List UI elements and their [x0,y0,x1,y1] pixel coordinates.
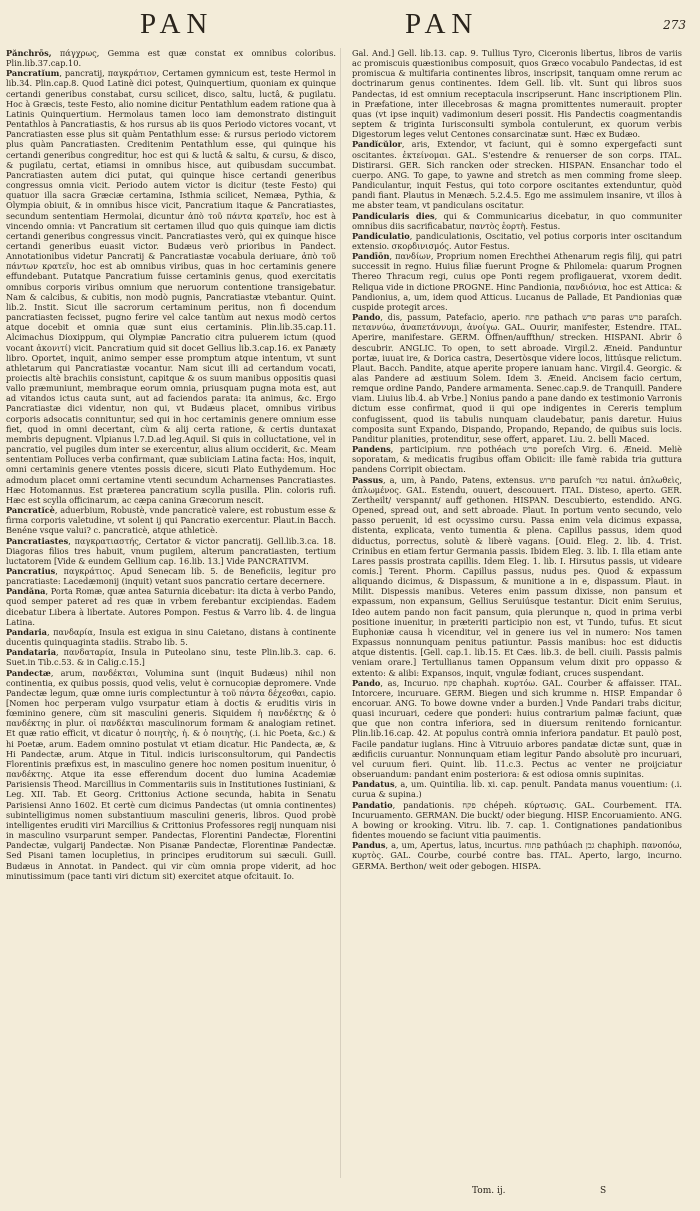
entry-headword: Pandus [352,840,386,851]
dictionary-entry [352,800,682,841]
entry-text: , a, um, à Pando, Patens, extensus. פרוש paruſch נטוי natui. ἀπλωθεὶς, ἁπλωμένος. GAL. Estendu, ouuert, descouuert. ITAL. Disteso, aperto. GER. Zertheilt/ verspannt/ auff gethonen. HISPAN. Descubierto, estendido. ANG. Opened, spread out, and sett abroade. Plaut. In portum vento secundo, velo passo peruenit, id est ocyssimo cursu. Passa enim vela dicimus expassa, distenta, explicata, vento tumentia & plena. Capillus passus, idem quod diductus, porrectus, solutè & liberè vagans. [Ouid. Eleg. 2. lib. 4. Trist. Crinibus en etiam fertur Germania passis. Ibidem Eleg. 3. lib. I. Illa etiam ante Lares passis prostrata capillis. Idem Eleg. 1. lib. I. Hirsutus passis, ut videare comis.] Terent. Phorm. Capillus passus, nudus pes. Quod & expassum aliquando dicimus, & Dispassum, & munitione a in e, dispassum. Plaut. in Milit. Dispessis manibus. Veteres enim passum dixisse, non pansum et expassum, non expansum, Gellius Seruiúsque testantur. Dicit enim Seruius, Ideo autem pando non facit pansum, quia plerunque n, quod in prima verbi positione inuenitur, in præteriti participio non est, vt Tundo, tufus. Et sicut Euphoniæ causa h vicenditur, vel in genere ius vel in numero: Nos tamen Expassus nonnunquam penitus patiuntur. Passis manibus: hoc est diductis atque distentis. [Gell. cap.1. lib.15. Et Cæs. lib.3. de bell. ciuili. Passis palmis veniam orare.] Tertullianus tamen Oppansum velum dixit pro oppasso & extento: & alibi: Expansos, inquit, vngulæ fodiant, cruces suspendant. [352,474,683,678]
dictionary-entry [6,566,336,586]
dictionary-entry [352,779,682,799]
running-head-left: PAN [140,8,214,40]
entry-headword: Pancratius [6,565,56,576]
dictionary-entry [6,536,336,566]
entry-headword: Pando [352,677,381,688]
entry-headword: Pandens [352,444,391,455]
entry-headword: Pandatio [352,799,393,810]
entry-text: , a, um. Quintilia. lib. xi. cap. penult. Pandata manus vouentium: (.i. curua & supina.) [352,779,682,800]
entry-headword: Pandăna [6,586,46,597]
dictionary-entry [6,505,336,535]
entry-headword: Pandectæ [6,667,51,678]
dictionary-entry [352,139,682,210]
right-column [352,48,682,871]
entry-headword: Pandaria [6,626,47,637]
entry-headword: Pando [352,312,381,323]
entry-text: Gal. And.] Gell. lib.13. cap. 9. Tullius Tyro, Ciceronis libertus, libros de variis ac promiscuis quæstionibus composuit, quos Græco vocabulo Pandectas, id est promiscua & multifaria continentes libros, inscripsit, tanquam omne rerum ac doctrinarum genus continentes. Idem Gell. lib. vlt. Sunt qui libros suos Pandectas, id est omnium receptacula inscripserunt. Hanc inscriptionem Plin. in Præfatione, inter illecebrosas & magna promittentes numerauit. propter quas (vt ipse inquit) vadimonium deseri possit. His Pandectis coagmentandis septem & triginta Iurisconsulti symbola contulerunt, ex quorum verbis Digestorum leges velut Centones consarcinatæ sunt. Hæc ex Budæo. [352,48,682,140]
entry-text: , aduerbium, Robustè, vnde pancraticè valere, est robustum esse & firma corporis valetudine, vt solent ij qui Pancratio exercentur. Plaut.in Bacch. Benéne vsque valui? c. pancraticè, atque athleticè. [6,505,336,536]
entry-headword: Pancratĭcè [6,505,55,516]
entry-headword: Passus [352,474,384,485]
dictionary-entry [352,444,682,474]
entry-text: , παγκρατιαστής, Certator & victor pancratij. Gell.lib.3.ca. 18. Diagoras filios tres habuit, vnum pugilem, alterum pancratiasten, tertium luctatorem [Vide & eundem Gellium cap. 16.lib. 13.] Vide PANCRATIVM. [6,535,336,566]
dictionary-entry [352,48,682,139]
entry-text: , qui & Communicarius dicebatur, in quo communiter omnibus diis sacrificabatur, παντὸς ἑορτὴ. Festus. [352,210,682,231]
tome-label: Tom. ij. [472,1186,506,1196]
signature-mark: S [600,1186,607,1196]
entry-headword: Pandataria [6,647,57,658]
entry-headword: Pandĭcŭlor [352,139,402,150]
entry-text: , arum, πανδέκται, Volumina sunt (inquit Budæus) nihil non continentia, ex quibus possis, quod velis, velut è cornucopiæ depromere. Vnde Pandectæ legum, quæ omne iuris complectuntur à τοῦ πάντα δέχεσθαι, capio. [Nomen hoc perperam vulgo vsurpatur etiam à doctis & eruditis viris in fœminino genere, cùm sit masculini generis. Siquidem ἡ πανδέκτης & ὁ πανδέκτης in plur. οἱ πανδέκται masculinorum formam & analogiam retinet. Et quæ ratio efficit, vt dicatur ὁ ποιητὴς, ἡ. & ὁ ποιητὴς, (.i. hic Poeta, &c.) & hi Poetæ, arum. Eadem omnino postulat vt etiam dicatur. Hic Pandecta, æ, & Hi Pandectæ, arum. Atque in Titul. indicis iurisconsultorum, qui Pandectis Florentinis præfixus est, in masculino genere hoc nomen positum inuenitur, ὁ πανδέκτης. Atque ita esse efferendum docent duo lumina Academiæ Parisiensis Theod. Marcillius in Commentariis suis in Institutiones Iustiniani, & Leg. XII. Tab. Et Georg. Crittonius Actione secunda, habita in Senatu Parisiensi Anno 1602. Et certè cum dicimus Pandectas (ut omnia continentes) subintelligimus nomen substantiuum masculini generis, libros. Quod probè intelligentes eruditi viri Marcillius & Crittonius Professores regij nunquam nisi in masculino vsurparunt semper. Pandectas, Florentini Pandectæ, Florentini Pandectæ, vulgarij Pandectæ. Non Pisanæ Pandectæ, Florentinæ Pandectæ. Sed Pisani tamen locupletius, in principes eruditorum sui sæculi. Guill. Budæus in Annotat. in Pandect. qui vir cùm omnia prope viderit, ad hoc minutissimum (pace tanti viri dictum sit) exercitet atque ofcitauit. Io. [6,667,336,881]
entry-text: πάγχρως, Gemma est quæ constat ex omnibus coloribus. Plin.lib.37.cap.10. [6,48,336,69]
dictionary-entry [352,840,682,870]
entry-text: , aris, Extendor, vt faciunt, qui è somno expergefacti sunt oscitantes. ἐκτείνομαι. GAL. S'estendre & renuerser de son corps. ITAL. Distirarsi. GER. Sich rancken oder strecken. HISPAN. Ensanchar todo el cuerpo. ANG. To gape, to yawne and stretch as men comming frome sleep. Pandiculantur, inquit Festus, qui toto corpore oscitantes extenduntur, quòd pandi fiant. Plautus in Menæch. 5.2.4.5. Ego me assimulem insanire, vt illos à me abster team, vt pandiculans oscitatur. [352,139,682,211]
entry-headword: Pandiculatio [352,230,410,241]
left-column [6,48,336,881]
entry-text: , pandiculationis, Oscitatio, vel potius corporis inter oscitandum extensio. σκορδινισμός. Autor Festus. [352,230,682,251]
dictionary-entry [352,211,682,231]
dictionary-entry [352,231,682,251]
entry-text: , pandationis. פקח chépeh. κύρτωσις. GAL. Courbement. ITA. Incuruamento. GERMAN. Die buckt/ oder biegung. HISP. Encoruamiento. ANG. A bowing or krooking. Vitru. lib. 7. cap. 1. Contignationes pandationibus fidentes mouendo se faciunt vitia pauimentis. [352,799,682,841]
dictionary-entry [6,668,336,881]
entry-headword: Pandīōn [352,251,390,262]
entry-text: , παγκράτιος. Apud Senecam lib. 5. de Beneficiis, legitur pro pancratiaste: Lacedæmonij (inquit) vetant suos pancratio certare decernere. [6,565,336,587]
entry-text: , pancratij, παγκράτιον, Certamen gymnicum est, teste Hermol in lib.34. Plin.cap.8. Quod Latinè dici potest, Quinquertium, quoniam ex quinque certandi generibus constabat, cursu scilicet, disco, saltu, luctâ, & pugilatu. Hoc à Græcis, teste Festo, alio nomine dicitur Pentathlum eadem ratione qua à Latinis Quinquertium. Hermolaus tamen loco iam demonstrato distinguit Pentathlos à Pancratiastis, & hos rursus ab iis quos Periodo victores vocant, vt Pancratiasten esse plus sit quàm Pentathlum esse: & rursus periodo victorem plus quàm Pancratiasten. Creditenim Pentathlum esse, qui quinque his certandi generibus congreditur, hoc est qui & luctâ & saltu, & cursu, & disco, & pugilatu, certat, etiamsi in omnibus hisce, aut quibusdam succumbat. Pancratiasten autem dici putat, qui quinque hisce certandi generibus congressus omnia vicit. Periodo autem victor is dicitur (teste Festo) qui quatuor illa sacra Græciæ certamina, Isthmia scilicet, Nemæa, Pythia, & Olympia obiuit, & in omnibus hisce vicit, Pancratium itaque & Pancratiastes, secundum sententiam Hermolai, dicuntur ἀπὸ τοῦ πάντα κρατεῖν, hoc est à vincendo omnia: vt Pancratium sit certamen illud quo quis quinque iam dictis certandi generibus congressus vincit. Pancratiastes verò, qui ex quinque hisce certandi generibus euasit victor. Budæus verò prioribus in Pandect. Annotationibus videtur Pancratij & Pancratiastæ vocabula deriuare, ἀπὸ τοῦ πάντων κρατεῖν, hoc est ab omnibus viribus, quas in hoc certaminis genere effundebant. Putatque Pancratium fuisse certaminis genus, quod exercitatis omnibus corporis viribus omnium que neruorum contentione transigebatur. Nam & calcibus, & cubitis, non modò pugnis, Pancratiastæ vtebantur. Quint. lib.2. Instit. Sicut ille sacrorum certaminum peritus, non fi docendum pancratiasten fecisset, pugno ferire vel calce tantùm aut nexus modò certos atque docebit et omnia quæ sunt eius certaminis. Plin.lib.35.cap.11. Alcimachus Dioxippum, qui Olympiæ Pancratio citra puluerem ictum (quod vocant ἀκονιτί) vicit. Pancratium quid sit docet Gellius lib.3.cap.16. ex Panæty libro. Oportet, inquit, animo semper esse promptum atque intentum, vt sunt athletarum qui Pancratiastæ vocantur. Nam sicut illi ad certandum vocati, proiectis altè brachiis consistunt, capitque & os suum manibus oppositis quasi vallo præmuniunt, membraque eorum omnia, priusquam pugna mota est, aut ad vitandos ictus cauta sunt, aut ad faciendos parata: ita animus, &c. Ergo Pancratiastæ dici videntur, non qui, vt Budæus placet, omnibus viribus corporis adsocatis connituntur, sed qui in hoc certaminis genere omnium esse fiet, quod in omni decertant, cùm & alij certa ratione, & certis duntaxat membris depugnent. Vlpianus l.7.D.ad leg.Aquil. Si quis in colluctatione, vel in pancratio, vel pugiles dum inter se exercentur, alius alium occiderit, &c. Meam sententiam Polluces verba confirmant, quæ subiiciam Latina facta: Hos, inquit, omni certaminis genere vtentes possis dicere, sicuti Plato Euthydemum. Hoc admodum placet omni certamine vtenti secundum Acharnenses Pancratiastes. Hæc Hotomannus. Est præterea pancratium scylla pusilla. Plin. coloris rufi. Hæc est scylla officinarum, ac cæpa canina Græcorum nescit. [6,68,336,505]
entry-headword: Pancratĭum [6,68,60,79]
entry-headword: Pănchrōs, [6,48,52,58]
dictionary-entry [352,312,682,444]
entry-text: , dis, passum, Patefacio, aperio. פתח pathach פרש paras פרש paraſch. πεταννύω, ἀναπετάννυμι, ἀνοίγω. GAL. Ouurir, manifester, Estendre. ITAL. Aperire, manifestare. GERM. Öffnen/auffthun/ strecken. HISPANI. Abrir ô descubrir. ANGLIC. To open, to sett abroade. Virgil.2. Æneid. Panduntur portæ, iuuat ire, & Dorica castra, Desertòsque videre locos, littúsque relictum. Plaut. Bacch. Pandite, atque aperite propere ianuam hanc. Virgil.4. Georgic. & alas Pandere ad æstiuum Solem. Idem 3. Æneid. Ancisem facio certum, remque ordine Pando, Pandere armamenta. Senec.cap.9. de Tranquill. Pandere viam. Liuius lib.4. ab Vrbe.] Nonius pando a pane dando ex testimonio Varronis dictum esse confirmat, quod ii qui ope indigentes in Cereris templum confugissent, quod iis tabulis nunquam claudebatur, panis daretur. Huius composita sunt Expando, Dispando, Propando, Repando, de quibus suis locis. Panditur planities, protenditur, sese offert, apparet. Liu. 2. belli Maced. [352,312,682,444]
entry-text: , πανδαταρία, Insula in Puteolano sinu, teste Plin.lib.3. cap. 6. Suet.in Tib.c.53. & in Calig.c.15.] [6,647,336,668]
entry-text: , participium. פתח pothéach פרש poreſch Virg. 6. Æneid. Meliè soporatam, & medicatis frugibus offam Obiicit: ille famè rabida tria guttura pandens Corripit obiectam. [352,444,682,475]
entry-headword: Pandatus [352,779,395,790]
running-head-right: PAN [405,8,479,40]
entry-text: , Porta Romæ, quæ antea Saturnia dicebatur: ita dicta à verbo Pando, quod semper pateret ad res quæ in vrbem ferebantur excipiendas. Eadem dicebatur Libera à libertate. Autores Pompon. Festus & Varro lib. 4. de lingua Latina. [6,586,336,627]
entry-text: , πανδαρία, Insula est exigua in sinu Caietano, distans à continente ducentis quinquaginta stadiis. Strabo lib. 5. [6,626,336,648]
dictionary-entry [352,678,682,780]
entry-headword: Pancratiastes [6,535,69,546]
entry-text: , πανδίων, Proprium nomen Erechthei Athenarum regis filij, qui patri successit in regno. Huius filiæ fuerunt Progne & Philomela: quarum Prognen Thereo Thracum regi, cuius ope Ponti regem profligauerat, vxorem dedit. Reliqua vide in dictione PROGNE. Hinc Pandionia, πανδιόνια, hoc est Attica: & Pandionius, a, um, idem quod Atticus. Lucanus de Pallade, Et Pandionias quæ cuspide protegit arces. [352,251,682,312]
column-divider [340,48,341,1178]
entry-text: , a, um, Apertus, latus, incurtus. פתוח pathúach גבן chaphiph. πανοπόω, κυρτὸς. GAL. Courbe, courbé contre bas. ITAL. Aperto, largo, incurno. GERMA. Berthon/ weit oder gebogen. HISPA. [352,840,682,871]
entry-headword: Pandicularis dies [352,210,435,221]
dictionary-entry [6,48,336,68]
entry-text: , as, Incuruo. פקח chaphah. κυρτόω. GAL. Courber & affaisser. ITAL. Intorcere, incuruare. GERM. Biegen und sich krumme n. HISP. Empandar ô encoruar. ANG. To bowe downe vnder a burden.] Vnde Pandari trabs dicitur, quasi incuruari, cedere que ponderi: huius contrarium palmæ faciunt, quæ que que non contra inferiora, sed in diuersum renitendo fornicantur. Plin.lib.16.cap. 42. At populus contrà omnia inferiora pandatur. Et paulò post, Facile pandatur iuglans. Hinc à Vitruuio arbores pandatæ dictæ sunt, quæ in ædificiis curuantur. Nonnunquam etiam legitur Pando absolutè pro incuruari, vel curuum fieri. Quint. lib. 11.c.3. Pectus ac venter ne proijciatur obseruandum: pandant enim posteriora: & est odiosa omnis supinitas. [352,677,682,780]
page-number: 273 [663,18,686,32]
dictionary-entry [6,586,336,627]
dictionary-entry [352,475,682,678]
dictionary-entry [6,68,336,505]
dictionary-entry [6,647,336,667]
dictionary-entry [6,627,336,647]
dictionary-entry [352,251,682,312]
